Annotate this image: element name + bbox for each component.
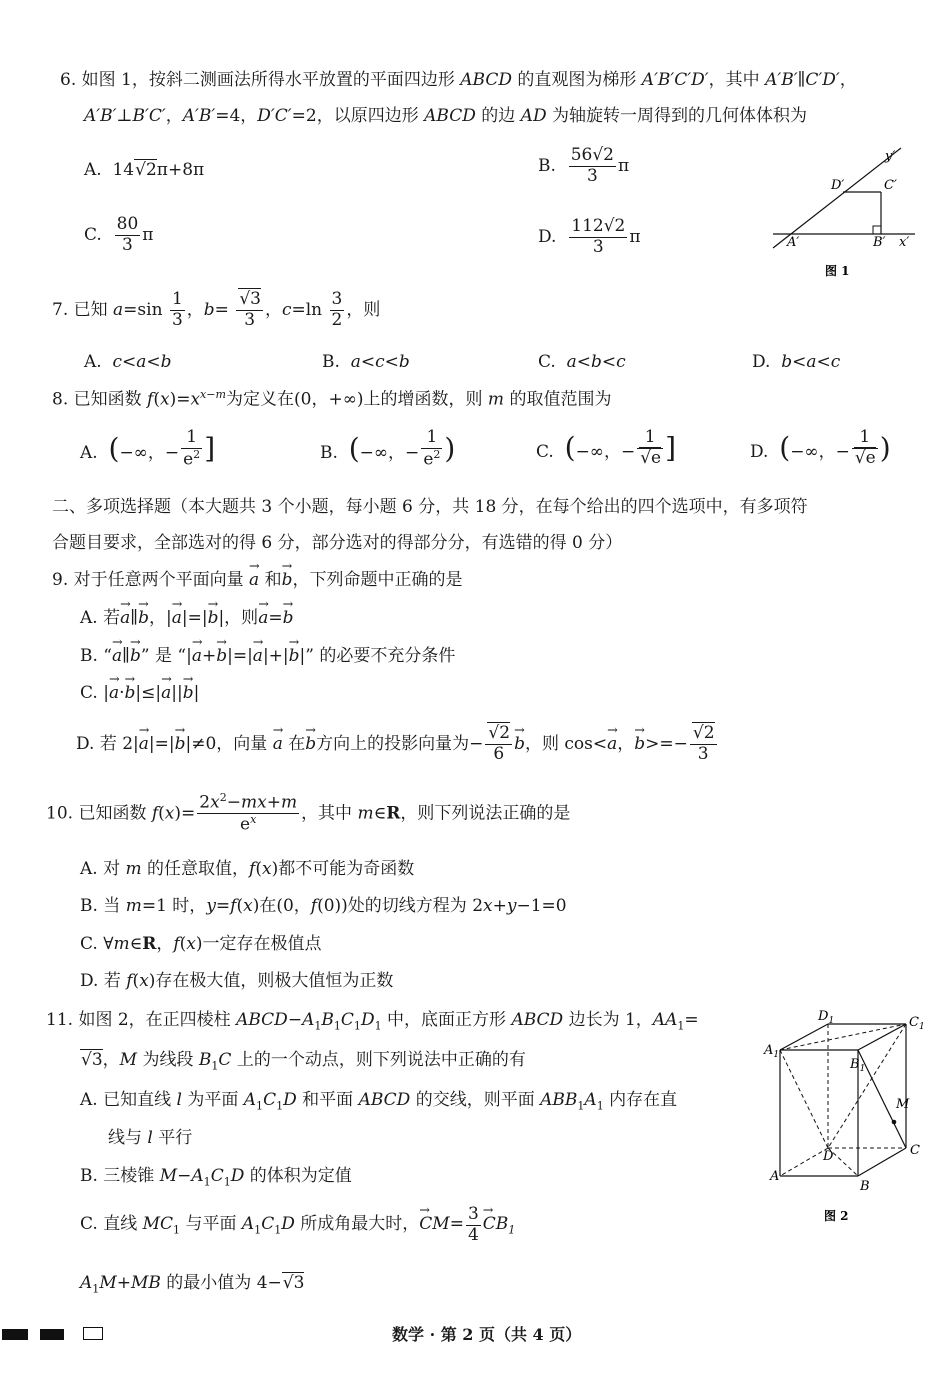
q6-stem-line2: A′B′⊥B′C′，A′B′=4，D′C′=2，以原四边形 ABCD 的边 AD 为轴旋转一周得到的几何体体积为 — [84, 106, 807, 126]
q8-stem: 8. 已知函数 $f(x)=x^{x-m}$为定义在(0，+∞)上的增函数，则 m 的取值范围为 — [52, 388, 612, 410]
q7-option-c: C. a<b<c — [538, 352, 626, 372]
q8-option-d: D. (−∞，− $\frac{1}{√e}$ ) — [750, 427, 891, 468]
point-m — [892, 1120, 897, 1125]
q7-option-d: D. b<a<c — [752, 352, 841, 372]
svg-text:C1: $C_1$ — [909, 1015, 925, 1032]
figure-1 — [765, 142, 925, 282]
q6-option-a: A. 14√2π+8π — [84, 160, 205, 180]
svg-text:B1: $B_1$ — [850, 1057, 866, 1074]
q9-option-b: B. “→ a∥→ b” 是 “|→ a+→ b|=|→ a|+|→ b|” 的必要不充分条件 — [80, 646, 455, 666]
q10-option-d: D. 若 f(x)存在极大值，则极大值恒为正数 — [80, 971, 394, 991]
q9-stem: 9. 对于任意两个平面向量 → a 和→ b，下列命题中正确的是 — [52, 570, 462, 590]
svg-text:A1: $A_1$ — [764, 1043, 780, 1060]
label-c-prime: C′ — [884, 178, 897, 193]
q11-option-a-line1: A. 已知直线 l 为平面 $A_1C_1D$ 和平面 ABCD 的交线，则平面 $ABB_1A_1$ 内存在直 — [80, 1090, 678, 1113]
svg-text:B: B — [860, 1179, 870, 1194]
q8-option-b: B. (−∞，− $\frac{1}{e^2}$ ) — [320, 427, 456, 470]
figure-2-diagram — [760, 1004, 935, 1229]
right-angle-mark — [873, 226, 881, 234]
q6-option-b: B. $\frac{56√2}{3}$ π — [538, 145, 630, 186]
label-d-prime: D′ — [831, 178, 845, 193]
section-2-heading-line2: 合题目要求，全部选对的得 6 分，部分选对的得部分分，有选错的得 0 分） — [52, 533, 623, 553]
q11-stem-line1: 11. 如图 2，在正四棱柱 $ABCD-A_1B_1C_1D_1$ 中，底面正方形 ABCD 边长为 1，$AA_1=$ — [46, 1010, 699, 1033]
svg-text:M: M — [896, 1097, 910, 1112]
label-a-prime: A′ — [787, 235, 800, 250]
figure-1-diagram — [765, 142, 925, 282]
q6-option-d: D. $\frac{112√2}{3}$ π — [538, 216, 641, 257]
y-axis-line — [773, 148, 901, 248]
figure-2 — [760, 1004, 935, 1229]
svg-text:C: C — [910, 1143, 920, 1158]
q8-option-c: C. (−∞，− $\frac{1}{√e}$ ] — [536, 427, 677, 468]
q11-option-c: C. 直线 $MC_1$ 与平面 $A_1C_1D$ 所成角最大时，→ CM= $\frac{3}{4}$ → $CB_1$ — [80, 1205, 515, 1245]
label-b-prime: B′ — [873, 235, 886, 250]
q8-option-a: A. (−∞，− $\frac{1}{e^2}$ ] — [80, 427, 216, 470]
svg-text:D1: $D_1$ — [818, 1009, 835, 1026]
q10-option-c: C. ∀m∈R，f(x)一定存在极值点 — [80, 934, 322, 954]
q10-option-b: B. 当 m=1 时，y=f(x)在(0，f(0))处的切线方程为 2x+y−1=0 — [80, 896, 567, 916]
q11-option-d: $A_1M+MB$ 的最小值为 4−√3 — [80, 1273, 305, 1296]
section-2-heading-line1: 二、多项选择题（本大题共 3 个小题，每小题 6 分，共 18 分，在每个给出的四个选项中，有多项符 — [52, 497, 808, 517]
q11-stem-line2: √3，M 为线段 $B_1C$ 上的一个动点，则下列说法中正确的有 — [81, 1050, 526, 1073]
q10-stem: 10. 已知函数 f(x)= $\frac{2x^2-mx+m}{e^x}$ ，其中 m∈R，则下列说法正确的是 — [46, 791, 571, 835]
q9-option-a: A. 若→ a∥→ b，|→ a|=|→ b|，则→ a=→ b — [80, 608, 293, 628]
q7-stem: 7. 已知 a=sin $\frac{1}{3}$ ，b= $\frac{√3}{3}$ ，c=ln $\frac{3}{2}$ ，则 — [52, 289, 381, 330]
q6-stem-line1: 6. 如图 1，按斜二测画法所得水平放置的平面四边形 ABCD 的直观图为梯形 A′B′C′D′，其中 A′B′∥C′D′， — [60, 70, 857, 90]
label-x-prime: x′ — [899, 235, 910, 250]
q11-option-b: B. 三棱锥 $M-A_1C_1D$ 的体积为定值 — [80, 1166, 352, 1189]
q9-option-c: C. |→ a·→ b|≤|→ a||→ b| — [80, 683, 199, 703]
footer-mark-2 — [40, 1329, 64, 1340]
q11-option-a-line2: 线与 l 平行 — [108, 1128, 193, 1148]
q9-option-d: D. 若 2|→ a|=|→ b|≠0，向量 → a 在→ b方向上的投影向量为− $\frac{√2}{6}$ → b，则 cos<→ a，→ b>=− $\frac{√2}{3}$ — [76, 724, 719, 764]
q10-option-a: A. 对 m 的任意取值，f(x)都不可能为奇函数 — [80, 859, 415, 879]
page-footer: 数学 · 第 2 页（共 4 页） — [392, 1325, 582, 1344]
svg-text:D: D — [823, 1149, 834, 1164]
footer-mark-1 — [2, 1329, 28, 1340]
q7-option-b: B. a<c<b — [322, 352, 410, 372]
q7-option-a: A. c<a<b — [84, 352, 172, 372]
figure-2-caption: 图 2 — [824, 1209, 849, 1223]
footer-mark-3 — [83, 1327, 103, 1340]
q6-option-c: C. $\frac{80}{3}$ π — [84, 214, 154, 255]
label-y-prime: y′ — [885, 149, 896, 164]
figure-1-caption: 图 1 — [825, 264, 850, 278]
svg-text:A: A — [770, 1169, 780, 1184]
